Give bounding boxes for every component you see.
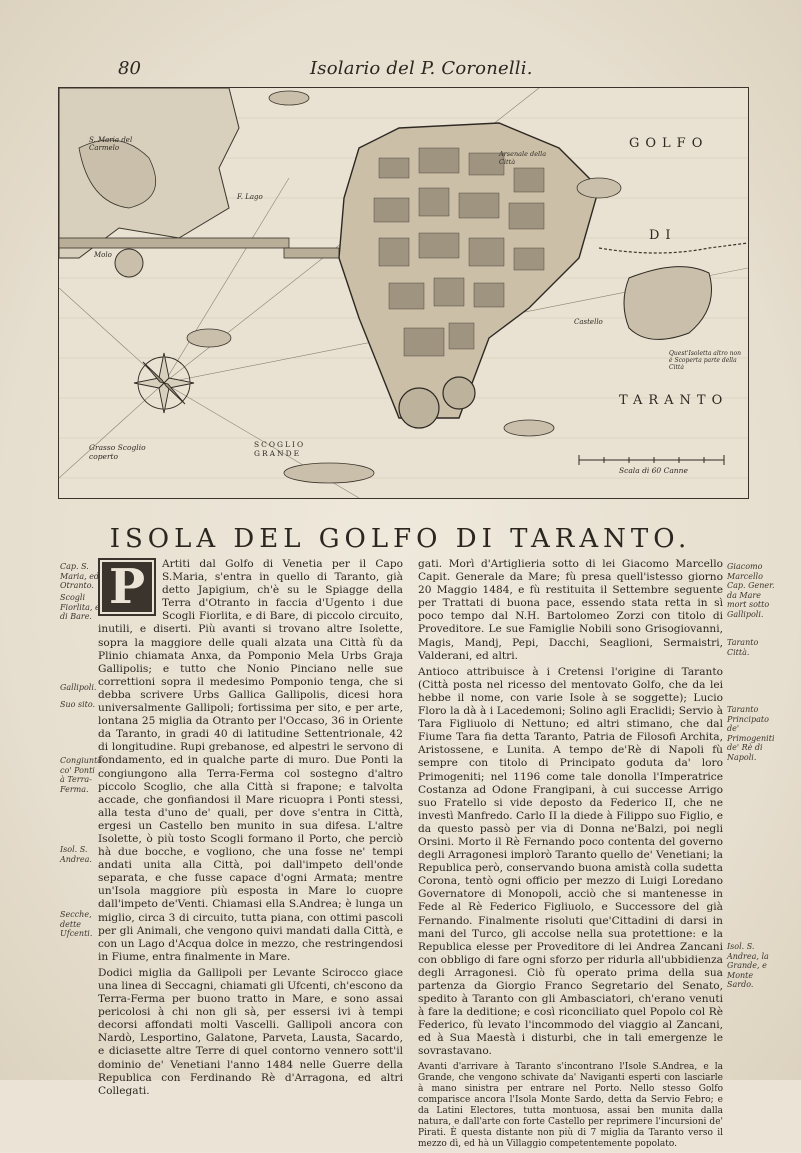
right-paragraph-2: Antioco attribuisce à i Cretensi l'origine di Taranto (Città posta nel ricesso del mentovato Golfo, che da lei hebbe il nome, con varie Isole à se soggette); Lucio Floro la dà à i Lacedemoni; Solino agli Eraclidi; Servio à Tara Figliuolo di Nettuno; ed altri stimano, che dal Fiume Tara fia detta Taranto, Patria de Filosofi Archita, Aristossene, e Lunita. A tempo de'Rè di Napoli fù sempre con titolo di Principato goduta da' loro Primogeniti; nel 1196 come tale donolla l'Imperatrice Costanza ad Odone Frangipani, à cui successe Arrigo suo Fratello si vide deposto da Federico II, che ne investì Manfredo. Carlo II la diede à Filippo suo Figlio, e da questo passò per via di Donna ne'Balzi, poi negli Orsini. Morto il Rè Fernando poco contenta del governo degli Arragonesi implorò Taranto quello de' Venetiani; la Republica però, conservando buona amistà colla sudetta Corona, tentò ogni officio per mezzo di Luigi Loredano Governatore di Monopoli, acciò che si mantenesse in Fede al Rè Federico Figliuolo, e Successore del già Fernando. Finalmente risoluti que'Cittadini di darsi in mani del Turco, gli accolse nella sua protettione: e la Republica elesse per Proveditore di lei Andrea Zancani con obbligo di fare ogni sforzo per ridurla all'ubbidienza degli Arragonesi. Ciò fù operato prima della sua partenza da Giorgio Franco Segretario del Senato, spedito à Taranto con gli Ambasciatori, ch'erano venuti à fare la deditione; e così riconciliato quel Popolo col Rè Federico, fù levato l'incommodo del viaggio al Zancani, ed à Sua Maestà i disturbi, che in tali emergenze le sovrastavano.	[418, 665, 723, 1058]
scoglio-grande	[284, 463, 374, 483]
drop-cap: P	[98, 558, 156, 616]
map-label-isoletta: Quest'Isoletta altro non è Scoperta parte della Città	[669, 350, 741, 371]
margin-note-right: Giacomo Marcello Cap. Gener. da Mare mort sotto Gallipoli.	[727, 562, 775, 619]
left-text-column	[98, 558, 403, 1101]
book-title: Isolario del P. Coronelli.	[310, 58, 533, 79]
margin-note-left: Congiunta co' Ponti à Terra-Ferma.	[60, 756, 103, 794]
map-label-castello: Castello	[574, 318, 603, 326]
margin-note-right: Isol. S. Andrea, la Grande, e Monte Sardo.	[727, 942, 769, 989]
engraved-map	[58, 87, 749, 499]
scale-bar	[579, 455, 724, 465]
margin-note-left: Gallipoli.	[60, 683, 97, 692]
map-label-di: DI	[649, 228, 677, 243]
margin-note-left: Scogli Fiorlita, e di Bare.	[60, 593, 100, 621]
bridge	[59, 238, 289, 248]
map-label-taranto: TARANTO	[619, 393, 729, 408]
page-number: 80	[118, 58, 141, 79]
left-paragraph-1-text: Artiti dal Golfo di Venetia per il Capo S.Maria, s'entra in quello di Taranto, già detto Japigium, ch'è su le Spiagge della Terra d'Otranto in faccia d'Ugento i due Scogli Fiorlita, e di Bare, di piccolo circuito, inutili, e diserti. Più avanti si trovano altre Isolette, sopra la maggiore delle quali alzata una Città fù da Plinio chiamata Anxa, da Pomponio Mela Urbs Graja Gallipolis; e tutto che Nonio Pinciano nelle sue correttioni sopra il medesimo Pomponio tenga, che si debba scrivere Urbs Gallica Gallipolis, dicesi hora universalmente Gallipoli; fortissima per sito, e per arte, lontana 25 miglia da Otranto per l'Occaso, 36 in Oriente da Taranto, in gradi 40 di latitudine Settentrionale, 42 di longitudine. Rupi grebanose, ed alpestri le servono di fondamento, ed in qualche parte di muro. Due Ponti la congiungono alla Terra-Ferma col sostegno d'altro piccolo Scoglio, che alla Città si frapone; e talvolta accade, che gonfiandosi il Mare ricuopra i Ponti stessi, alla testa d'uno de' quali, per dove s'entra in Città, ergesi un Castello ben munito in sua difesa. L'altre Isolette, ò più tosto Scogli formano il Porto, che perciò hà due bocche, e vogliono, che una fosse ne' tempi andati unita alla Città, poi dall'impeto dell'onde separata, e che fusse capace d'ogni Armata; mentre un'Isola maggiore più esposta in Mare lo cuopre dall'impeto de'Venti. Chiamasi ella S.Andrea; è lunga un miglio, circa 3 di circuito, tutta piana, con ottimi pascoli per gli Animali, che vengono quivi mandati dalla Città, e con un Lago d'Acqua dolce in mezzo, che restringendosi in Fiume, entra finalmente in Mare.	[98, 558, 403, 963]
left-paragraph-1	[98, 558, 403, 964]
main-title: ISOLA DEL GOLFO DI TARANTO.	[109, 524, 692, 554]
margin-note-right: Taranto Principato de' Primogeniti de' Rè di Napoli.	[727, 705, 775, 762]
right-text-column	[418, 558, 723, 1153]
small-island	[187, 329, 231, 347]
map-label-fiume: F. Lago	[237, 193, 263, 201]
harbor-chain	[599, 243, 748, 253]
margin-note-left: Cap. S. Maria, ed Otranto.	[60, 562, 100, 590]
map-label-golfo: GOLFO	[629, 136, 709, 151]
map-label-molo: Molo	[94, 251, 112, 259]
margin-note-right: Taranto Città.	[727, 638, 759, 657]
right-paragraph-3: Avanti d'arrivare à Taranto s'incontrano l'Isole S.Andrea, e la Grande, che vengono schivate da' Naviganti esperti con lasciarle à mano sinistra per entrare nel Porto. Nello stesso Golfo comparisce ancora l'Isola Monte Sardo, detta da Servio Febro; e da Latini Electores, tutta montuosa, assai ben munita dalla natura, e dall'arte con forte Castello per reprimere l'incursioni de' Pirati. È questa distante non più di 7 miglia da Taranto verso il mezzo dì, ed hà un Villaggio competentemente popolato.	[418, 1061, 723, 1149]
map-label-scoglio-grande: SCOGLIO GRANDE	[254, 440, 306, 458]
map-label-s-maria: S. Maria del Carmelo	[89, 136, 133, 152]
map-label-scala: Scala di 60 Canne	[619, 466, 688, 475]
compass-rose	[134, 353, 194, 413]
right-paragraph-1: gati. Morì d'Artiglieria sotto di lei Giacomo Marcello Capit. Generale da Mare; fù presa quell'istesso giorno 20 Maggio 1484, e fù restituita il Settembre seguente per Trattati di buona pace, essendo stata retta in sì poco tempo dal N.H. Bartolomeo Zorzi con titolo di Proveditore. Le sue Famiglie Nobili sono Grisogiovanni, Magis, Mandj, Pepi, Dacchi, Seaglioni, Sermaistri, Valderani, ed altri.	[418, 558, 723, 662]
margin-note-left: Suo sito.	[60, 700, 96, 709]
map-label-grasso: Grasso Scoglio coperto	[89, 443, 146, 461]
castle-bastion	[399, 388, 439, 428]
map-label-arsenale: Arsenale della Città	[499, 150, 547, 166]
margin-note-left: Isol. S. Andrea.	[60, 845, 92, 864]
isoletta	[624, 267, 712, 340]
margin-note-left: Secche, dette Ufcenti.	[60, 910, 93, 938]
left-paragraph-2: Dodici miglia da Gallipoli per Levante Scirocco giace una linea di Seccagni, chiamati gli Ufcenti, ch'escono da Terra-Ferma per buono tratto in Mare, e sono assai pericolosi à chi non gli sà, per essersi ivi à tempi decorsi affondati molti Vascelli. Gallipoli ancora con Nardò, Lesportino, Galatone, Parveta, Lausta, Sacardo, e diciasette altre Terre di quel contorno vennero sott'il dominio de' Venetiani l'anno 1484 nelle Guerre della Republica con Ferdinando Rè d'Arragona, ed altri Collegati.	[98, 966, 403, 1097]
page-header	[0, 58, 801, 82]
